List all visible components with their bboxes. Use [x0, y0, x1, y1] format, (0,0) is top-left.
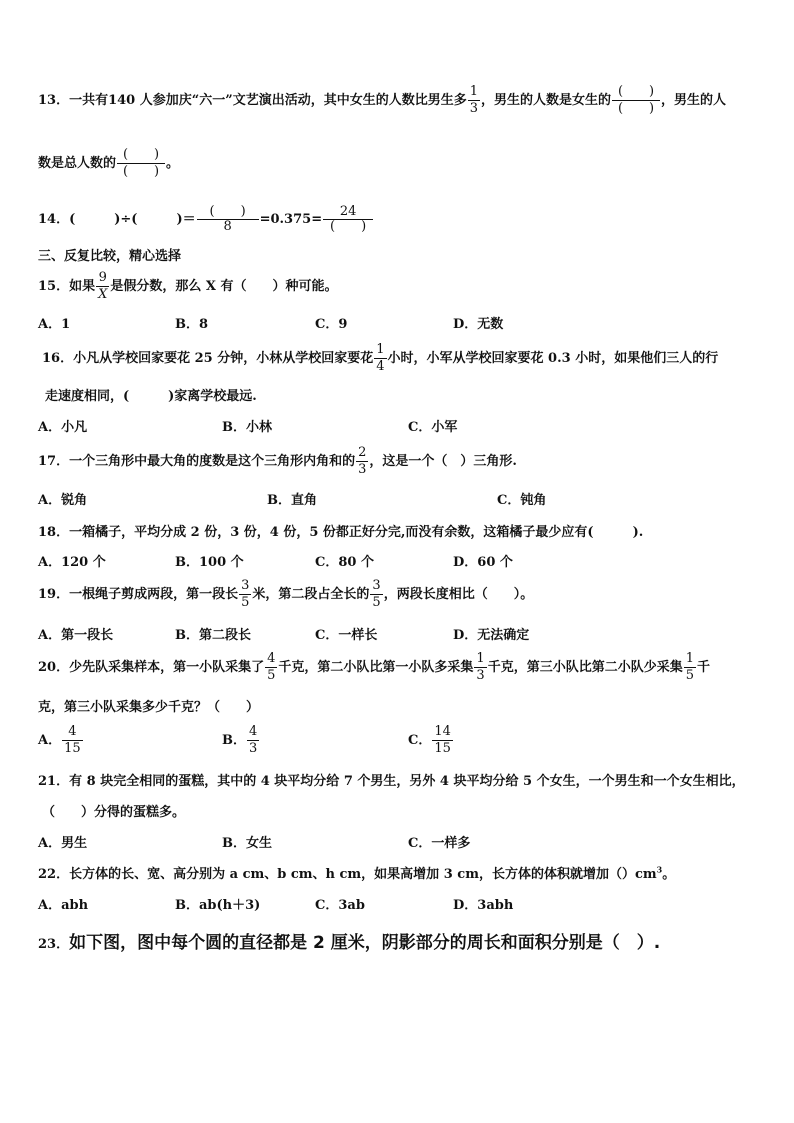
- question-text: 如果: [69, 279, 96, 294]
- denominator: 3: [469, 101, 478, 116]
- question-14: [38, 205, 374, 234]
- fraction: [474, 651, 486, 684]
- question-23: [38, 928, 660, 953]
- question-16-line-1: [42, 342, 718, 375]
- question-number: 20．: [38, 660, 70, 675]
- question-text: ，两段长度相比（ ）。: [383, 587, 534, 602]
- fraction: [370, 578, 382, 611]
- question-text: ，男生的人数是女生的: [481, 93, 612, 108]
- numerator: 1: [685, 651, 694, 666]
- numerator: 2: [358, 445, 367, 460]
- question-text: 米，第二段占全长的: [252, 587, 370, 602]
- question-text: 如下图，图中每个圆的直径都是 2 厘米，阴影部分的周长和面积分别是（ ）.: [69, 933, 661, 953]
- fraction: [468, 84, 480, 117]
- question-number: 16．: [42, 351, 74, 366]
- fraction: [239, 578, 251, 611]
- option-a[interactable]: A．abh: [38, 898, 89, 913]
- option-d[interactable]: D．60 个: [453, 555, 513, 570]
- question-number: 13．: [38, 93, 70, 108]
- numerator: 4: [249, 724, 258, 739]
- option-a[interactable]: A．第一段长: [38, 628, 114, 643]
- denominator: 5: [685, 668, 694, 683]
- question-text: 千: [696, 660, 710, 675]
- question-text: 。: [662, 867, 676, 882]
- denominator: ( ): [117, 163, 165, 180]
- denominator: 3: [358, 462, 367, 477]
- option-b[interactable]: B．直角: [267, 493, 317, 508]
- denominator: 3: [249, 741, 258, 756]
- question-22: [38, 863, 675, 882]
- denominator: 5: [372, 595, 381, 610]
- numerator: 9: [98, 270, 107, 285]
- question-text: 是假分数，那么 X 有（ ）种可能。: [110, 279, 338, 294]
- question-text: ，男生的人: [661, 93, 727, 108]
- option-d[interactable]: D．无数: [453, 317, 504, 332]
- option-a[interactable]: A．锐角: [38, 493, 88, 508]
- question-text: 数是总人数的: [38, 156, 117, 171]
- option-label: B．: [222, 733, 246, 748]
- option-b[interactable]: B．女生: [222, 836, 272, 851]
- question-number: 23．: [38, 937, 70, 952]
- numerator: ( ): [617, 84, 655, 99]
- numerator: 14: [434, 724, 451, 739]
- option-b[interactable]: B．小林: [222, 420, 272, 435]
- option-a[interactable]: [38, 724, 84, 757]
- section-heading: 三、反复比较，精心选择: [38, 249, 182, 264]
- numerator: ( ): [209, 204, 246, 219]
- question-21-line-2: （ ）分得的蛋糕多。: [42, 805, 186, 820]
- question-19: [38, 578, 533, 611]
- denominator: ( ): [612, 100, 660, 117]
- question-text: 少先队采集样本，第一小队采集了: [69, 660, 265, 675]
- option-c[interactable]: C．钝角: [497, 493, 547, 508]
- numerator: 1: [476, 651, 485, 666]
- option-a[interactable]: A．120 个: [38, 555, 106, 570]
- numerator: ( ): [122, 147, 160, 162]
- question-text: 。: [166, 156, 180, 171]
- question-13-line-1: [38, 84, 726, 117]
- option-c[interactable]: C．小军: [408, 420, 458, 435]
- fraction: [432, 724, 453, 757]
- question-number: 19．: [38, 587, 70, 602]
- fraction: [197, 205, 259, 234]
- fraction: [684, 651, 696, 684]
- exponent: 3: [656, 864, 663, 875]
- numerator: 4: [267, 651, 276, 666]
- question-20-line-1: [38, 651, 710, 684]
- option-c[interactable]: C．一样长: [315, 628, 378, 643]
- question-text: 千克，第二小队比第一小队多采集: [278, 660, 474, 675]
- question-number: 17．: [38, 454, 70, 469]
- option-a[interactable]: A．小凡: [38, 420, 88, 435]
- blank-fraction: [612, 84, 660, 117]
- question-18: [38, 521, 643, 540]
- option-c[interactable]: C．3ab: [315, 898, 365, 913]
- question-number: 15．: [38, 279, 70, 294]
- fraction: [323, 205, 373, 234]
- denominator: 5: [241, 595, 250, 610]
- question-number: 21．: [38, 774, 70, 789]
- fraction: [356, 445, 368, 478]
- fraction: [96, 270, 109, 303]
- question-text: ，这是一个（ ）三角形.: [369, 454, 517, 469]
- numerator: 3: [241, 578, 250, 593]
- option-c[interactable]: [408, 724, 454, 757]
- denominator: 15: [64, 741, 81, 756]
- option-c[interactable]: C．80 个: [315, 555, 374, 570]
- fraction: [62, 724, 83, 757]
- question-13-line-2: [38, 147, 179, 180]
- option-d[interactable]: D．3abh: [453, 898, 514, 913]
- denominator: 4: [376, 359, 385, 374]
- denominator: 3: [476, 668, 485, 683]
- question-text: 小凡从学校回家要花 25 分钟，小林从学校回家要花: [73, 351, 374, 366]
- numerator: 3: [372, 578, 381, 593]
- question-text: 一个三角形中最大角的度数是这个三角形内角和的: [69, 454, 356, 469]
- question-text: 千克，第三小队比第二小队少采集: [487, 660, 683, 675]
- numerator: 1: [469, 84, 478, 99]
- denominator: 8: [197, 219, 259, 234]
- question-21-line-1: [38, 770, 745, 789]
- question-15: [38, 270, 338, 303]
- question-text: 一根绳子剪成两段，第一段长: [69, 587, 239, 602]
- option-label: C．: [408, 733, 432, 748]
- denominator: X: [98, 287, 108, 302]
- question-text: 一共有140 人参加庆“六一”文艺演出活动，其中女生的人数比男生多: [69, 93, 467, 108]
- denominator: 5: [267, 668, 276, 683]
- option-a[interactable]: A．1: [38, 317, 71, 332]
- question-number: 18．: [38, 525, 70, 540]
- numerator: 1: [376, 342, 385, 357]
- option-b[interactable]: B．第二段长: [175, 628, 251, 643]
- option-label: A．: [38, 733, 62, 748]
- question-number: 22．: [38, 867, 70, 882]
- option-b[interactable]: B．8: [175, 317, 209, 332]
- question-text: ( )÷( )＝: [69, 212, 196, 227]
- option-c[interactable]: C．9: [315, 317, 348, 332]
- option-c[interactable]: C．一样多: [408, 836, 471, 851]
- denominator: 15: [434, 741, 451, 756]
- fraction: [247, 724, 259, 757]
- question-number: 14．: [38, 212, 70, 227]
- question-text: =0.375=: [259, 212, 323, 227]
- question-16-line-2: 走速度相同，( )家离学校最远.: [45, 389, 257, 404]
- question-text: 一箱橘子，平均分成 2 份，3 份，4 份，5 份都正好分完,而没有余数，这箱橘子最少应有( ).: [69, 525, 644, 540]
- numerator: 24: [339, 204, 357, 219]
- question-20-line-2: 克，第三小队采集多少千克？（ ）: [38, 700, 260, 715]
- question-text: 有 8 块完全相同的蛋糕，其中的 4 块平均分给 7 个男生，另外 4 块平均分给 5 个女生，一个男生和一个女生相比，: [69, 774, 745, 789]
- blank-fraction: [117, 147, 165, 180]
- option-b[interactable]: B．ab(h＋3): [175, 898, 261, 913]
- option-a[interactable]: A．男生: [38, 836, 88, 851]
- fraction: [374, 342, 386, 375]
- question-text: 小时，小军从学校回家要花 0.3 小时，如果他们三人的行: [387, 351, 719, 366]
- option-d[interactable]: D．无法确定: [453, 628, 530, 643]
- question-17: [38, 445, 517, 478]
- denominator: ( ): [323, 219, 373, 234]
- fraction: [265, 651, 277, 684]
- question-text: 长方体的长、宽、高分别为 a cm、b cm、h cm，如果高增加 3 cm，长方体的体积就增加（）cm: [69, 867, 657, 882]
- option-b[interactable]: [222, 724, 260, 757]
- option-b[interactable]: B．100 个: [175, 555, 244, 570]
- numerator: 4: [68, 724, 77, 739]
